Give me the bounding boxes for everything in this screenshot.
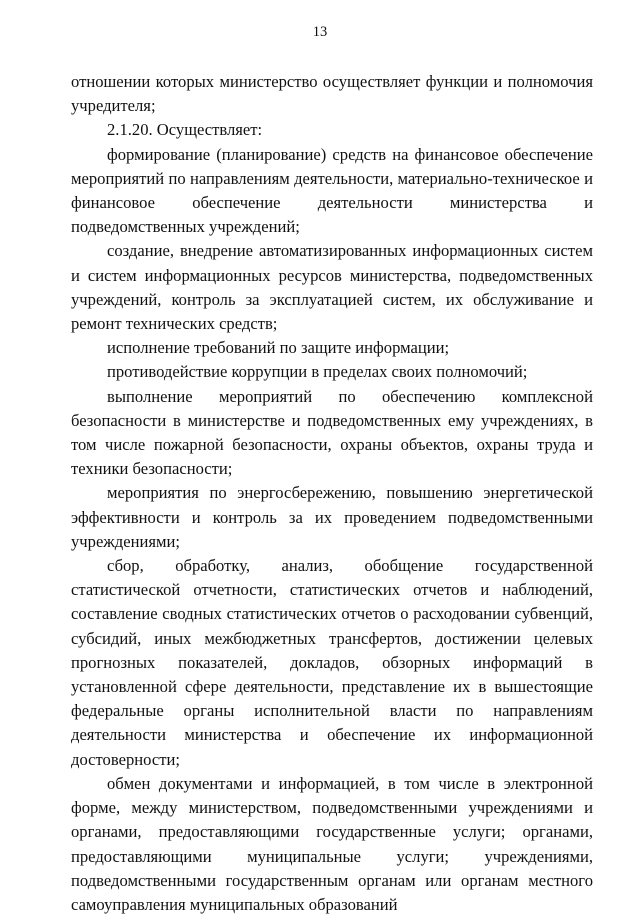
clause-heading: 2.1.20. Осуществляет: xyxy=(107,120,263,140)
paragraph-item: сбор, обработку, анализ, обобщение государственной статистической отчетности, статистических отчетов и наблюдений, составление сводных статистических отчетов о расходовании субвенций, субсидий, иных межбюджетных трансфертов, достижении целевых прогнозных показателей, докладов, обзорных информаций в установленной сфере деятельности, представление их в вышестоящие федеральные органы исполнительной власти по направлениям деятельности министерства и обеспечение их информационной достоверности; xyxy=(71,556,593,769)
paragraph-item: обмен документами и информацией, в том числе в электронной форме, между министерством, подведомственными учреждениями и органами, предоставляющими государственные услуги; органами, предоставляющими муниципальные услуги; учреждениями, подведомственными государственным органам или органам местного самоуправления муниципальных образований xyxy=(71,773,593,914)
paragraph-item: исполнение требований по защите информации; xyxy=(107,338,450,358)
document-body xyxy=(71,70,593,917)
paragraph-continuation: отношении которых министерство осуществляет функции и полномочия учредителя; xyxy=(71,72,593,116)
paragraph-item: противодействие коррупции в пределах своих полномочий; xyxy=(107,362,528,382)
paragraph-item: формирование (планирование) средств на финансовое обеспечение мероприятий по направлениям деятельности, материально-техническое и финансовое обеспечение деятельности министерства и подведомственных учреждений; xyxy=(71,144,593,237)
paragraph-item: создание, внедрение автоматизированных информационных систем и систем информационных ресурсов министерства, подведомственных учреждений, контроль за эксплуатацией систем, их обслуживание и ремонт технических средств; xyxy=(71,241,593,334)
paragraph-item: выполнение мероприятий по обеспечению комплексной безопасности в министерстве и подведомственных ему учреждениях, в том числе пожарной безопасности, охраны объектов, охраны труда и техники безопасности; xyxy=(71,386,593,479)
paragraph-item: мероприятия по энергосбережению, повышению энергетической эффективности и контроль за их проведением подведомственными учреждениями; xyxy=(71,483,593,551)
page-number: 13 xyxy=(312,24,328,40)
